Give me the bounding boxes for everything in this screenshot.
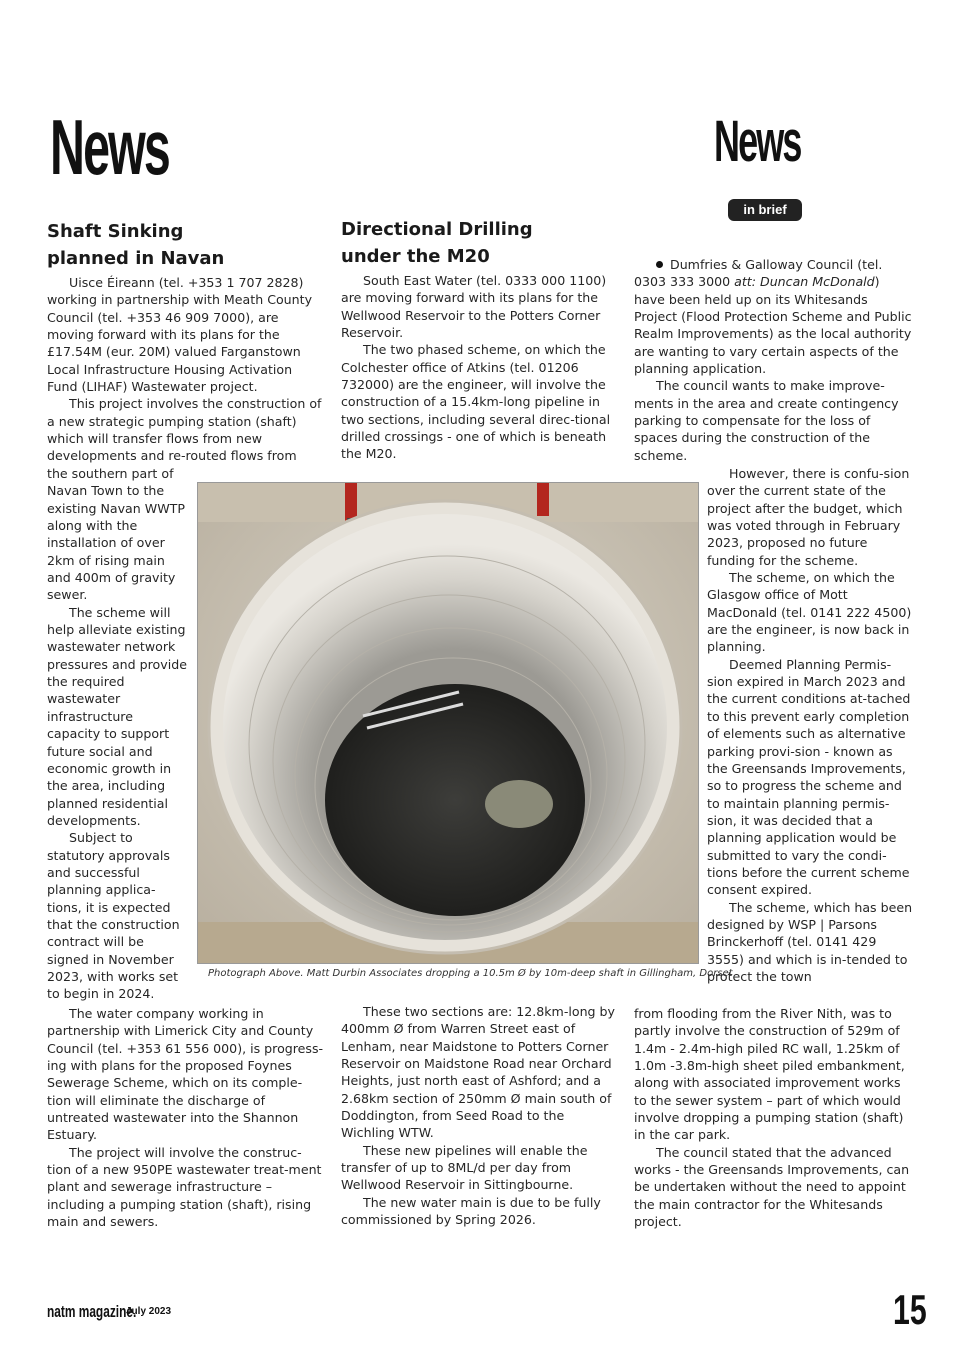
headline-line-1: Shaft Sinking (47, 221, 184, 242)
paragraph: South East Water (tel. 0333 000 1100) are moving forward with its plans for the Wellwood Reservoir to the Potters Corner Reservoir. (341, 273, 607, 341)
headline-line-1: Directional Drilling (341, 219, 533, 240)
paragraph: The council stated that the advanced works - the Greensands Improvements, can be undertaken without the need to appoint the main contractor for the Whitesands project. (634, 1144, 910, 1230)
shaft-photo (197, 482, 699, 964)
issue-date: July 2023 (126, 1306, 172, 1317)
page-number: 15 (893, 1286, 927, 1333)
photo-caption: Photograph Above. Matt Durbin Associates dropping a 10.5m Ø by 10m-deep shaft in Gillingham, Dorset (208, 968, 733, 979)
magazine-logo: natm magazine. (47, 1302, 137, 1321)
brief-dumfries-narrow-text (707, 465, 914, 985)
article-m20-top-text (341, 272, 619, 463)
article-m20-headline (341, 216, 611, 270)
paragraph: The scheme, on which the Glasgow office of Mott MacDonald (tel. 0141 222 4500) are the engineer, is now back in planning. (707, 570, 912, 655)
paragraph: from flooding from the River Nith, was to partly involve the construction of 529m of 1.4m - 2.4m-high piled RC wall, 1.25km of 1.0m -3.8m-high sheet piled embankment, along with associated improvement works to the sewer system – part of which would involve dropping a pumping station (shaft) in the car park. (634, 1006, 905, 1143)
paragraph: the southern part of Navan Town to the existing Navan WWTP along with the installation of over 2km of rising main and 400m of gravity sewer. (47, 466, 185, 603)
article-navan-top-text (47, 274, 325, 465)
paragraph: However, there is confu-sion over the current state of the project after the budget, which was voted through in February 2023, proposed no future funding for the scheme. (707, 466, 910, 568)
brief-dumfries-bottom-text (634, 1005, 912, 1230)
bullet-dot-icon (656, 261, 663, 268)
paragraph: The two phased scheme, on which the Colchester office of Atkins (tel. 01206 732000) are the engineer, will involve the construction of a 15.4km-long pipeline in two sections, including several direc-tional drilled crossings - one of which is beneath the M20. (341, 342, 611, 462)
paragraph: The council wants to make improve-ments in the area and create contingency parking to compensate for the loss of spaces during the construction of the scheme. (634, 378, 899, 463)
headline-line-2: planned in Navan (47, 248, 225, 269)
article-navan-headline (47, 218, 317, 272)
in-brief-badge: in brief (728, 199, 802, 221)
shaft-illustration (197, 482, 699, 964)
brief-dumfries-top-text (634, 256, 912, 464)
headline-line-2: under the M20 (341, 246, 490, 267)
paragraph: Uisce Éireann (tel. +353 1 707 2828) working in partnership with Meath County Council (tel. +353 46 909 7000), are moving forward with its plans for the £17.54M (eur. 20M) valued Farganstown Local Infrastructure Housing Activation Fund (LIHAF) Wastewater project. (47, 275, 313, 395)
paragraph: Deemed Planning Permis-sion expired in March 2023 and the current conditions at-tached to this prevent early completion of elements such as alternative parking provi-sion - known as the Greensands Improvements, so to progress the scheme and to maintain planning permis-sion, it was decided that a planning application would be submitted to vary the condi-tions before the current scheme consent expired. (707, 656, 911, 898)
bullet-paragraph: Dumfries & Galloway Council (tel. 0303 333 3000 att: Duncan McDonald) have been held up on its Whitesands Project (Flood Protection Scheme and Public Realm Improvements) as the local authority are wanting to vary certain aspects of the planning application. (634, 257, 912, 377)
masthead-news-left: News (50, 103, 169, 191)
article-foynes-text (47, 1005, 325, 1230)
paragraph: Subject to statutory approvals and successful planning applica-tions, it is expected that the construction contract will be signed in November 2023, with works set to begin in 2024. (47, 830, 180, 1002)
paragraph: The new water main is due to be fully commissioned by Spring 2026. (341, 1194, 601, 1228)
masthead-news-right: News (714, 109, 801, 174)
paragraph: These new pipelines will enable the transfer of up to 8ML/d per day from Wellwood Reservoir in Sittingbourne. (341, 1142, 588, 1193)
article-navan-narrow-text (47, 465, 189, 1003)
paragraph: These two sections are: 12.8km-long by 400mm Ø from Warren Street east of Lenham, near Maidstone to Potters Corner Reservoir on Maidstone Road near Orchard Heights, just north east of Ashford; and a 2.68km section of 250mm Ø main south of Doddington, from Seed Road to the Wichling WTW. (341, 1004, 615, 1141)
paragraph: The scheme will help alleviate existing wastewater network pressures and provide the required wastewater infrastructure capacity to support future social and economic growth in the area, including planned residential developments. (47, 604, 187, 828)
paragraph: The project will involve the construc-tion of a new 950PE wastewater treat-ment plant and sewerage infrastructure – including a pumping station (shaft), rising main and sewers. (47, 1144, 322, 1230)
paragraph: The water company working in partnership with Limerick City and County Council (tel. +353 61 556 000), is progress-ing with plans for the proposed Foynes Sewerage Scheme, which on its comple-tion will eliminate the discharge of untreated wastewater into the Shannon Estuary. (47, 1006, 324, 1143)
paragraph: The scheme, which has been designed by WSP | Parsons Brinckerhoff (tel. 0141 429 3555) and which is in-tended to protect the town (707, 899, 913, 984)
paragraph: This project involves the construction of a new strategic pumping station (shaft) which will transfer flows from new developments and re-routed flows from (47, 396, 322, 464)
article-m20-bottom-text (341, 1003, 619, 1228)
